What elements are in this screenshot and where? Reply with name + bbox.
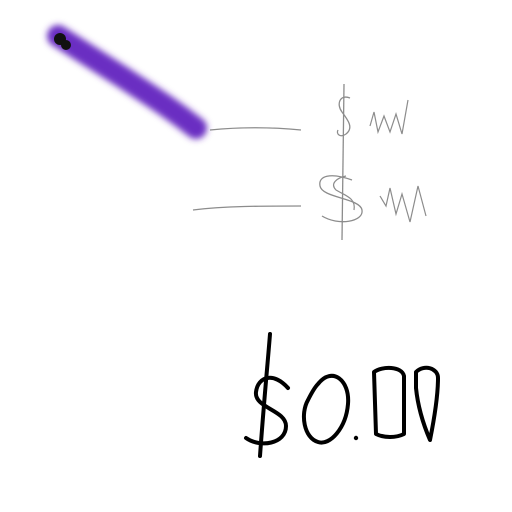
scribble-top [370, 100, 408, 134]
ink-zero [304, 376, 348, 443]
scribble-bottom [380, 186, 426, 222]
total-amount-handwritten [246, 334, 438, 456]
dollar-large-s [320, 176, 362, 222]
ink-zero-small-2 [416, 368, 438, 440]
pencil-line-top [210, 128, 301, 130]
marker-tip-dot-2 [61, 40, 71, 50]
purple-marker-stroke [54, 33, 196, 128]
marker-body [58, 36, 196, 128]
dollar-vertical-line [342, 84, 344, 240]
pencil-scribbles [320, 84, 426, 240]
ink-dollar-line [260, 334, 270, 456]
pencil-line-bottom [193, 206, 301, 210]
pencil-lines [193, 128, 301, 210]
ink-zero-small-1 [374, 368, 404, 437]
ink-decimal-point [354, 436, 358, 440]
dollar-large-s-inner [334, 176, 355, 210]
